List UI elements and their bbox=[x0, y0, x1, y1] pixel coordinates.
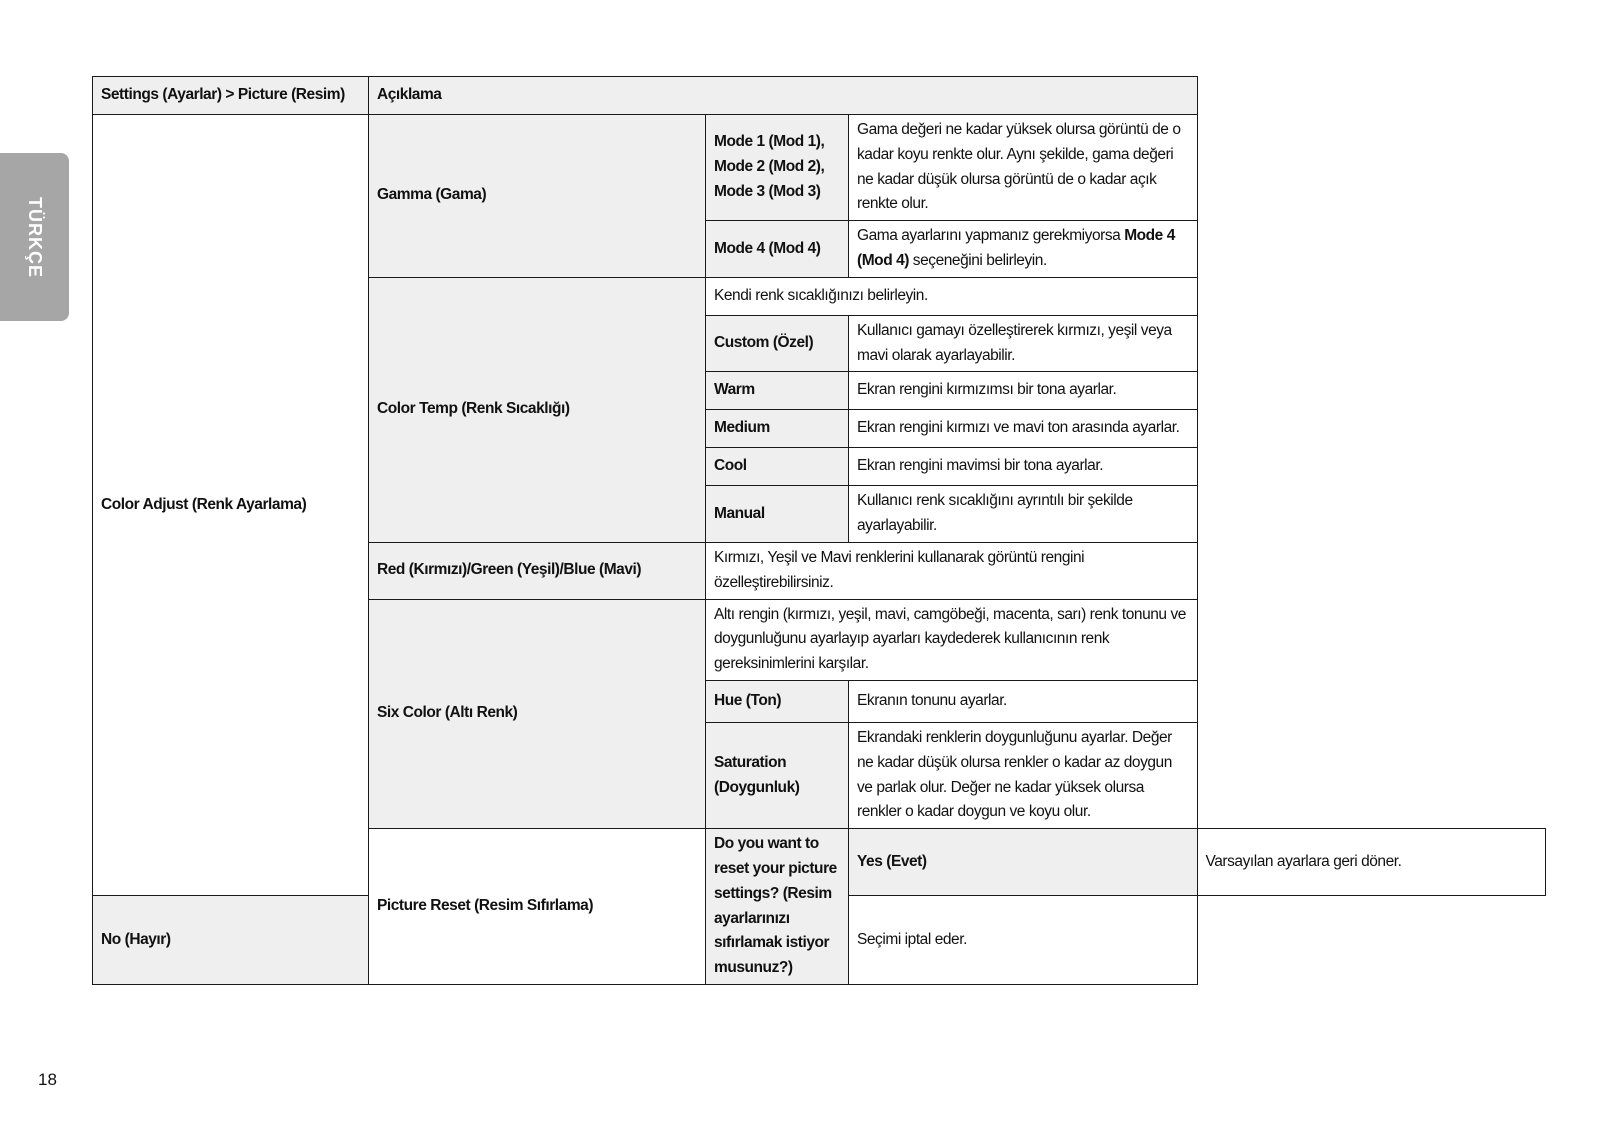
picture-reset-no-cell: No (Hayır) bbox=[93, 896, 369, 985]
six-color-hue-desc: Ekranın tonunu ayarlar. bbox=[849, 680, 1198, 722]
color-temp-custom-cell: Custom (Özel) bbox=[706, 315, 849, 372]
color-temp-cell: Color Temp (Renk Sıcaklığı) bbox=[369, 277, 706, 542]
gamma-mode4-desc: Gama ayarlarını yapmanız gerekmiyorsa Mode 4 (Mod 4) seçeneğini belirleyin. bbox=[849, 221, 1198, 278]
color-temp-warm-cell: Warm bbox=[706, 372, 849, 410]
color-temp-manual-desc: Kullanıcı renk sıcaklığını ayrıntılı bir şekilde ayarlayabilir. bbox=[849, 486, 1198, 543]
picture-reset-yes-desc: Varsayılan ayarlara geri döner. bbox=[1197, 829, 1546, 896]
color-temp-cool-desc: Ekran rengini mavimsi bir tona ayarlar. bbox=[849, 448, 1198, 486]
color-temp-medium-desc: Ekran rengini kırmızı ve mavi ton arasında ayarlar. bbox=[849, 410, 1198, 448]
header-settings-path: Settings (Ayarlar) > Picture (Resim) bbox=[93, 77, 369, 115]
table-row bbox=[93, 115, 1546, 221]
rgb-cell: Red (Kırmızı)/Green (Yeşil)/Blue (Mavi) bbox=[369, 542, 706, 599]
color-temp-custom-desc: Kullanıcı gamayı özelleştirerek kırmızı, yeşil veya mavi olarak ayarlayabilir. bbox=[849, 315, 1198, 372]
picture-reset-question: Do you want to reset your picture settings? (Resim ayarlarınızı sıfırlamak istiyor musunuz?) bbox=[706, 829, 849, 985]
color-temp-manual-cell: Manual bbox=[706, 486, 849, 543]
rgb-desc: Kırmızı, Yeşil ve Mavi renklerini kullanarak görüntü rengini özelleştirebilirsiniz. bbox=[706, 542, 1198, 599]
six-color-saturation-desc: Ekrandaki renklerin doygunluğunu ayarlar. Değer ne kadar düşük olursa renkler o kadar az doygun ve parlak olur. Değer ne kadar yüksek olursa renkler o kadar doygun ve koyu olur. bbox=[849, 722, 1198, 828]
color-temp-medium-cell: Medium bbox=[706, 410, 849, 448]
page-number: 18 bbox=[38, 1070, 57, 1089]
header-description: Açıklama bbox=[369, 77, 1198, 115]
six-color-hue-cell: Hue (Ton) bbox=[706, 680, 849, 722]
picture-reset-cell: Picture Reset (Resim Sıfırlama) bbox=[369, 829, 706, 985]
language-label: TÜRKÇE bbox=[25, 196, 45, 278]
gamma-mode123-desc: Gama değeri ne kadar yüksek olursa görüntü de o kadar koyu renkte olur. Aynı şekilde, gama değeri ne kadar düşük olursa görüntü de o kadar açık renkte olur. bbox=[849, 115, 1198, 221]
gamma-cell: Gamma (Gama) bbox=[369, 115, 706, 278]
gamma-mode123-cell: Mode 1 (Mod 1), Mode 2 (Mod 2), Mode 3 (Mod 3) bbox=[706, 115, 849, 221]
six-color-cell: Six Color (Altı Renk) bbox=[369, 599, 706, 829]
color-temp-warm-desc: Ekran rengini kırmızımsı bir tona ayarlar. bbox=[849, 372, 1198, 410]
color-temp-intro: Kendi renk sıcaklığınızı belirleyin. bbox=[706, 277, 1198, 315]
color-temp-cool-cell: Cool bbox=[706, 448, 849, 486]
six-color-intro: Altı rengin (kırmızı, yeşil, mavi, camgöbeği, macenta, sarı) renk tonunu ve doygunluğunu ayarlayıp ayarları kaydederek kullanıcının renk gereksinimlerini karşılar. bbox=[706, 599, 1198, 680]
language-side-tab bbox=[0, 153, 69, 321]
settings-table bbox=[92, 76, 1546, 985]
six-color-saturation-cell: Saturation (Doygunluk) bbox=[706, 722, 849, 828]
picture-reset-yes-cell: Yes (Evet) bbox=[849, 829, 1198, 896]
color-adjust-cell: Color Adjust (Renk Ayarlama) bbox=[93, 115, 369, 896]
gamma-mode4-cell: Mode 4 (Mod 4) bbox=[706, 221, 849, 278]
table-header-row bbox=[93, 77, 1546, 115]
picture-reset-no-desc: Seçimi iptal eder. bbox=[849, 896, 1198, 985]
